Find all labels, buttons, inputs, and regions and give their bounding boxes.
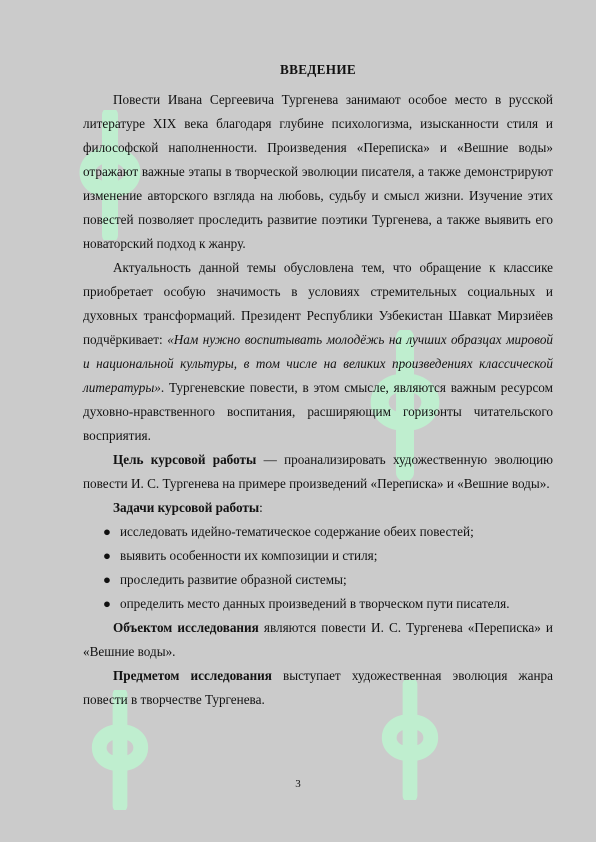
goal-text: — проанализировать художественную эволюцию повести И. С. Тургенева на примере произведений «Переписка» и «Вешние воды». — [83, 452, 553, 491]
list-item — [83, 544, 553, 568]
section-title: ВВЕДЕНИЕ — [280, 62, 356, 77]
bullet-icon: ● — [103, 524, 111, 539]
relevance-text-start: Актуальность данной темы обусловлена тем, что обращение к классике приобретает особую значимость в условиях стремительных социальных и духовных трансформаций. Президент Республики Узбекистан Шавкат Мирзиёев подчёркивает: — [83, 260, 553, 347]
task-text: выявить особенности их композиции и стиля; — [120, 548, 378, 563]
list-item — [83, 568, 553, 592]
relevance-text-end: . Тургеневские повести, в этом смысле, являются важным ресурсом духовно-нравственного воспитания, расширяющим горизонты читательского восприятия. — [83, 380, 553, 443]
task-text: проследить развитие образной системы; — [120, 572, 347, 587]
tasks-list — [83, 520, 553, 616]
subject-text: выступает художественная эволюция жанра повести в творчестве Тургенева. — [83, 668, 553, 707]
subject-label: Предметом исследования — [113, 668, 272, 683]
president-quote: «Нам нужно воспитывать молодёжь на лучших образцах мировой и национальной культуры, в том числе на великих произведениях классической литературы» — [83, 332, 554, 395]
paragraph-subject — [83, 664, 553, 712]
paragraph-goal — [83, 448, 553, 496]
list-item — [83, 592, 553, 616]
tasks-colon: : — [259, 500, 263, 515]
task-text: исследовать идейно-тематическое содержание обеих повестей; — [120, 524, 474, 539]
tasks-label: Задачи курсовой работы — [113, 500, 260, 515]
bullet-icon: ● — [103, 548, 111, 563]
paragraph-intro: Повести Ивана Сергеевича Тургенева занимают особое место в русской литературе XIX века благодаря глубине психологизма, изысканности стиля и философской наполненности. Произведения «Переписка» и «Вешние воды» отражают важные этапы в творческой эволюции писателя, а также демонстрируют изменение авторского взгляда на любовь, судьбу и смысл жизни. Изучение этих повестей позволяет проследить развитие поэтики Тургенева, а также выявить его новаторский подход к жанру. — [83, 92, 553, 251]
tasks-heading — [83, 496, 553, 520]
bullet-icon: ● — [103, 596, 111, 611]
document-body — [83, 58, 553, 712]
paragraph-object — [83, 616, 553, 664]
paragraph-relevance — [83, 256, 553, 448]
goal-label: Цель курсовой работы — [113, 452, 257, 467]
task-text: определить место данных произведений в творческом пути писателя. — [120, 596, 510, 611]
list-item — [83, 520, 553, 544]
bullet-icon: ● — [103, 572, 111, 587]
page-number: 3 — [295, 778, 301, 790]
object-text: являются повести И. С. Тургенева «Переписка» и «Вешние воды». — [83, 620, 553, 659]
object-label: Объектом исследования — [113, 620, 259, 635]
